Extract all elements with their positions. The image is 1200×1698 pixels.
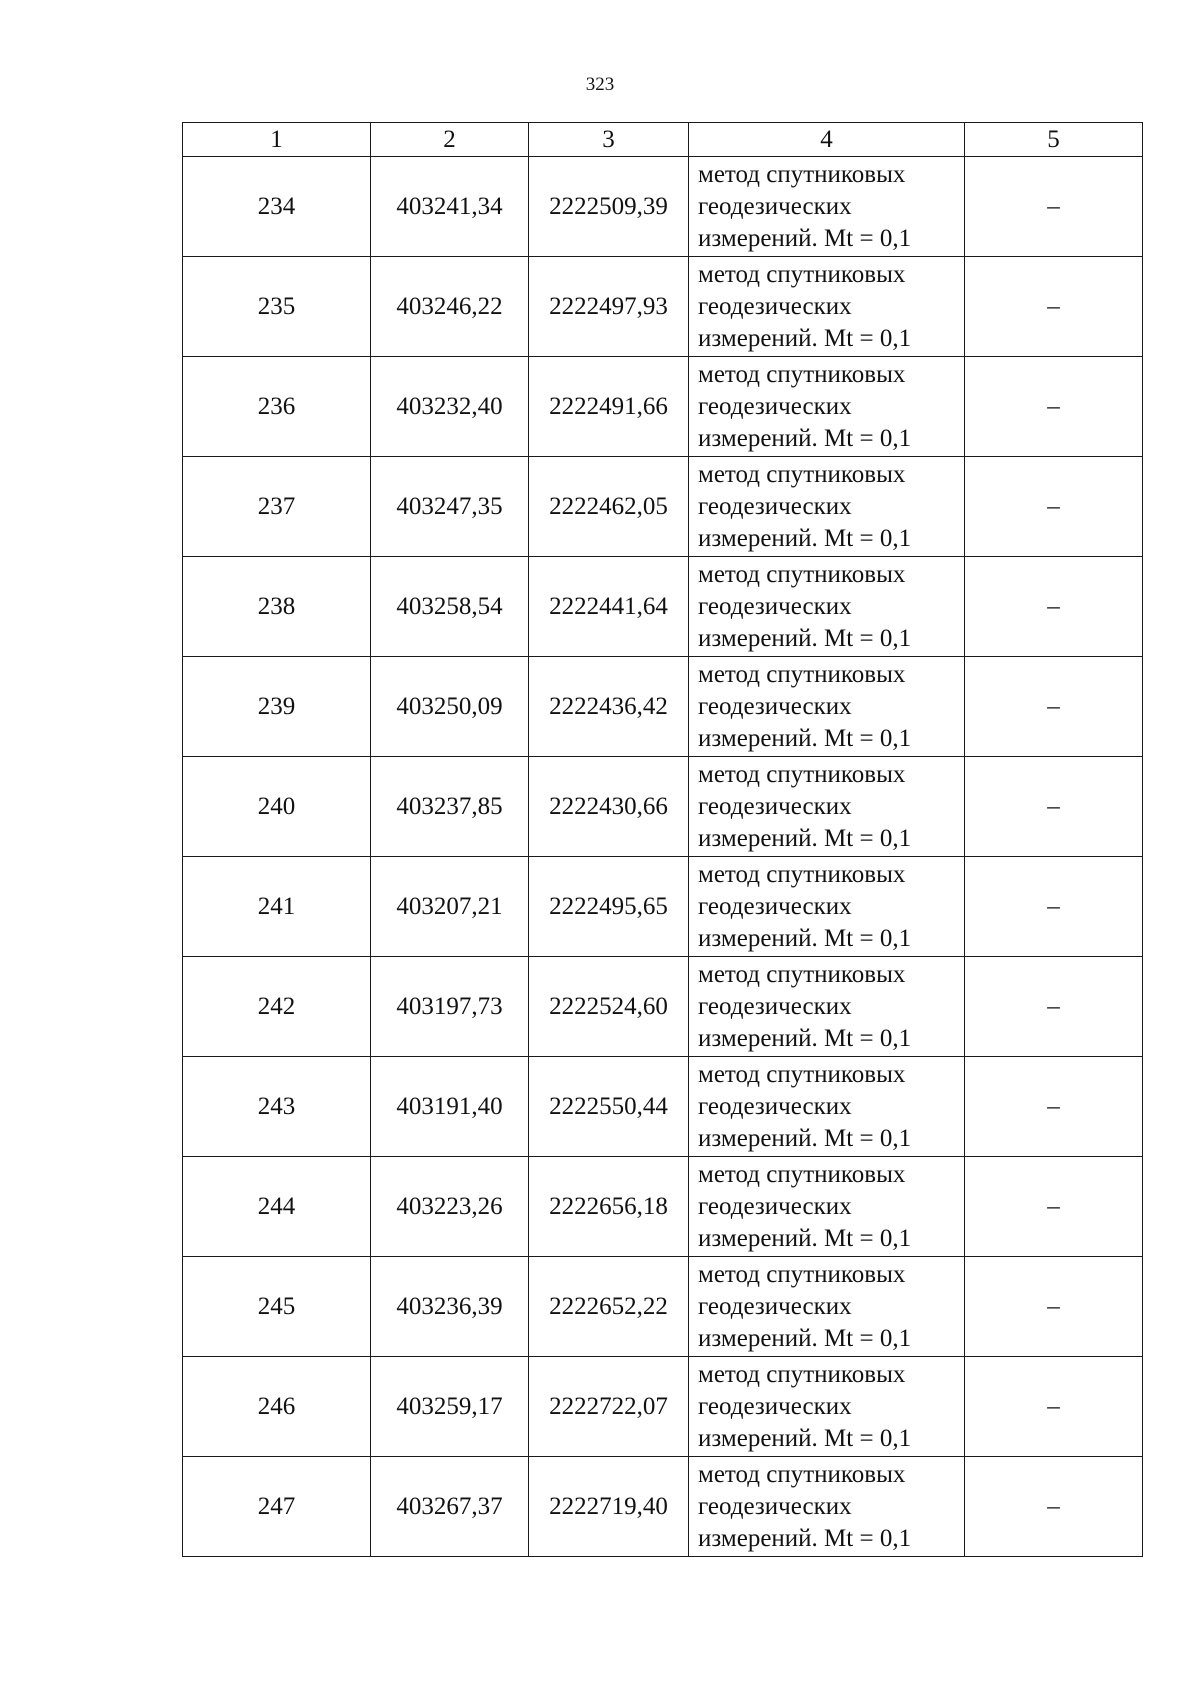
method-line: измерений. Mt = 0,1 [698, 324, 912, 352]
x-coordinate-cell: 403237,85 [371, 757, 529, 857]
method-line: геодезических [698, 1092, 852, 1120]
point-number-cell: 239 [183, 657, 371, 757]
column-header-4: 4 [689, 123, 965, 157]
method-line: измерений. Mt = 0,1 [698, 1124, 912, 1152]
y-coordinate-cell: 2222719,40 [529, 1457, 689, 1557]
method-line: измерений. Mt = 0,1 [698, 1224, 912, 1252]
y-coordinate-cell: 2222497,93 [529, 257, 689, 357]
table-row [183, 1157, 1143, 1257]
method-line: геодезических [698, 192, 852, 220]
method-line: геодезических [698, 1392, 852, 1420]
table-row [183, 957, 1143, 1057]
method-line: измерений. Mt = 0,1 [698, 1024, 912, 1052]
note-cell: – [965, 1057, 1143, 1157]
method-cell [689, 357, 965, 457]
method-line: метод спутниковых [698, 1160, 906, 1188]
method-cell [689, 257, 965, 357]
method-line: геодезических [698, 492, 852, 520]
method-line: метод спутниковых [698, 960, 906, 988]
method-cell [689, 657, 965, 757]
point-number-cell: 237 [183, 457, 371, 557]
x-coordinate-cell: 403250,09 [371, 657, 529, 757]
coordinates-table [182, 122, 1143, 1557]
note-cell: – [965, 557, 1143, 657]
table-row [183, 1257, 1143, 1357]
method-line: геодезических [698, 792, 852, 820]
method-line: метод спутниковых [698, 360, 906, 388]
point-number-cell: 234 [183, 157, 371, 257]
coordinates-table-body [183, 123, 1143, 1557]
method-line: измерений. Mt = 0,1 [698, 824, 912, 852]
point-number-cell: 243 [183, 1057, 371, 1157]
note-cell: – [965, 157, 1143, 257]
method-line: геодезических [698, 992, 852, 1020]
method-line: геодезических [698, 392, 852, 420]
method-line: измерений. Mt = 0,1 [698, 624, 912, 652]
method-line: измерений. Mt = 0,1 [698, 1424, 912, 1452]
method-cell [689, 557, 965, 657]
x-coordinate-cell: 403247,35 [371, 457, 529, 557]
method-cell [689, 1457, 965, 1557]
table-row [183, 757, 1143, 857]
point-number-cell: 238 [183, 557, 371, 657]
method-line: метод спутниковых [698, 1460, 906, 1488]
method-cell [689, 157, 965, 257]
method-cell [689, 1257, 965, 1357]
note-cell: – [965, 1357, 1143, 1457]
point-number-cell: 246 [183, 1357, 371, 1457]
note-cell: – [965, 357, 1143, 457]
y-coordinate-cell: 2222462,05 [529, 457, 689, 557]
method-line: измерений. Mt = 0,1 [698, 1324, 912, 1352]
method-cell [689, 857, 965, 957]
method-line: геодезических [698, 1492, 852, 1520]
x-coordinate-cell: 403241,34 [371, 157, 529, 257]
point-number-cell: 245 [183, 1257, 371, 1357]
method-line: геодезических [698, 592, 852, 620]
note-cell: – [965, 757, 1143, 857]
method-line: метод спутниковых [698, 860, 906, 888]
note-cell: – [965, 1457, 1143, 1557]
x-coordinate-cell: 403197,73 [371, 957, 529, 1057]
x-coordinate-cell: 403223,26 [371, 1157, 529, 1257]
table-row [183, 857, 1143, 957]
method-line: метод спутниковых [698, 1360, 906, 1388]
x-coordinate-cell: 403267,37 [371, 1457, 529, 1557]
method-line: геодезических [698, 1192, 852, 1220]
method-line: геодезических [698, 892, 852, 920]
method-cell [689, 457, 965, 557]
method-line: измерений. Mt = 0,1 [698, 724, 912, 752]
x-coordinate-cell: 403258,54 [371, 557, 529, 657]
y-coordinate-cell: 2222430,66 [529, 757, 689, 857]
method-line: метод спутниковых [698, 760, 906, 788]
column-header-3: 3 [529, 123, 689, 157]
method-line: метод спутниковых [698, 1260, 906, 1288]
method-line: метод спутниковых [698, 260, 906, 288]
y-coordinate-cell: 2222524,60 [529, 957, 689, 1057]
point-number-cell: 235 [183, 257, 371, 357]
y-coordinate-cell: 2222495,65 [529, 857, 689, 957]
method-cell [689, 1057, 965, 1157]
page-number: 323 [585, 74, 615, 95]
y-coordinate-cell: 2222509,39 [529, 157, 689, 257]
y-coordinate-cell: 2222436,42 [529, 657, 689, 757]
table-header-row [183, 123, 1143, 157]
method-line: метод спутниковых [698, 1060, 906, 1088]
method-line: измерений. Mt = 0,1 [698, 924, 912, 952]
method-line: метод спутниковых [698, 460, 906, 488]
note-cell: – [965, 1257, 1143, 1357]
table-row [183, 257, 1143, 357]
method-line: геодезических [698, 292, 852, 320]
method-cell [689, 757, 965, 857]
method-line: геодезических [698, 692, 852, 720]
table-row [183, 557, 1143, 657]
x-coordinate-cell: 403191,40 [371, 1057, 529, 1157]
point-number-cell: 241 [183, 857, 371, 957]
column-header-5: 5 [965, 123, 1143, 157]
note-cell: – [965, 957, 1143, 1057]
method-line: метод спутниковых [698, 160, 906, 188]
table-row [183, 1357, 1143, 1457]
table-row [183, 1457, 1143, 1557]
point-number-cell: 240 [183, 757, 371, 857]
method-line: измерений. Mt = 0,1 [698, 424, 912, 452]
method-line: измерений. Mt = 0,1 [698, 1524, 912, 1552]
method-line: измерений. Mt = 0,1 [698, 224, 912, 252]
table-row [183, 1057, 1143, 1157]
y-coordinate-cell: 2222652,22 [529, 1257, 689, 1357]
column-header-2: 2 [371, 123, 529, 157]
method-line: измерений. Mt = 0,1 [698, 524, 912, 552]
column-header-1: 1 [183, 123, 371, 157]
note-cell: – [965, 657, 1143, 757]
point-number-cell: 244 [183, 1157, 371, 1257]
y-coordinate-cell: 2222722,07 [529, 1357, 689, 1457]
note-cell: – [965, 857, 1143, 957]
table-row [183, 157, 1143, 257]
x-coordinate-cell: 403259,17 [371, 1357, 529, 1457]
method-cell [689, 1157, 965, 1257]
x-coordinate-cell: 403232,40 [371, 357, 529, 457]
method-line: геодезических [698, 1292, 852, 1320]
method-cell [689, 1357, 965, 1457]
table-row [183, 457, 1143, 557]
method-line: метод спутниковых [698, 560, 906, 588]
y-coordinate-cell: 2222656,18 [529, 1157, 689, 1257]
y-coordinate-cell: 2222491,66 [529, 357, 689, 457]
table-row [183, 357, 1143, 457]
x-coordinate-cell: 403236,39 [371, 1257, 529, 1357]
x-coordinate-cell: 403207,21 [371, 857, 529, 957]
note-cell: – [965, 457, 1143, 557]
point-number-cell: 247 [183, 1457, 371, 1557]
note-cell: – [965, 257, 1143, 357]
y-coordinate-cell: 2222441,64 [529, 557, 689, 657]
x-coordinate-cell: 403246,22 [371, 257, 529, 357]
point-number-cell: 236 [183, 357, 371, 457]
method-line: метод спутниковых [698, 660, 906, 688]
table-row [183, 657, 1143, 757]
method-cell [689, 957, 965, 1057]
point-number-cell: 242 [183, 957, 371, 1057]
y-coordinate-cell: 2222550,44 [529, 1057, 689, 1157]
note-cell: – [965, 1157, 1143, 1257]
